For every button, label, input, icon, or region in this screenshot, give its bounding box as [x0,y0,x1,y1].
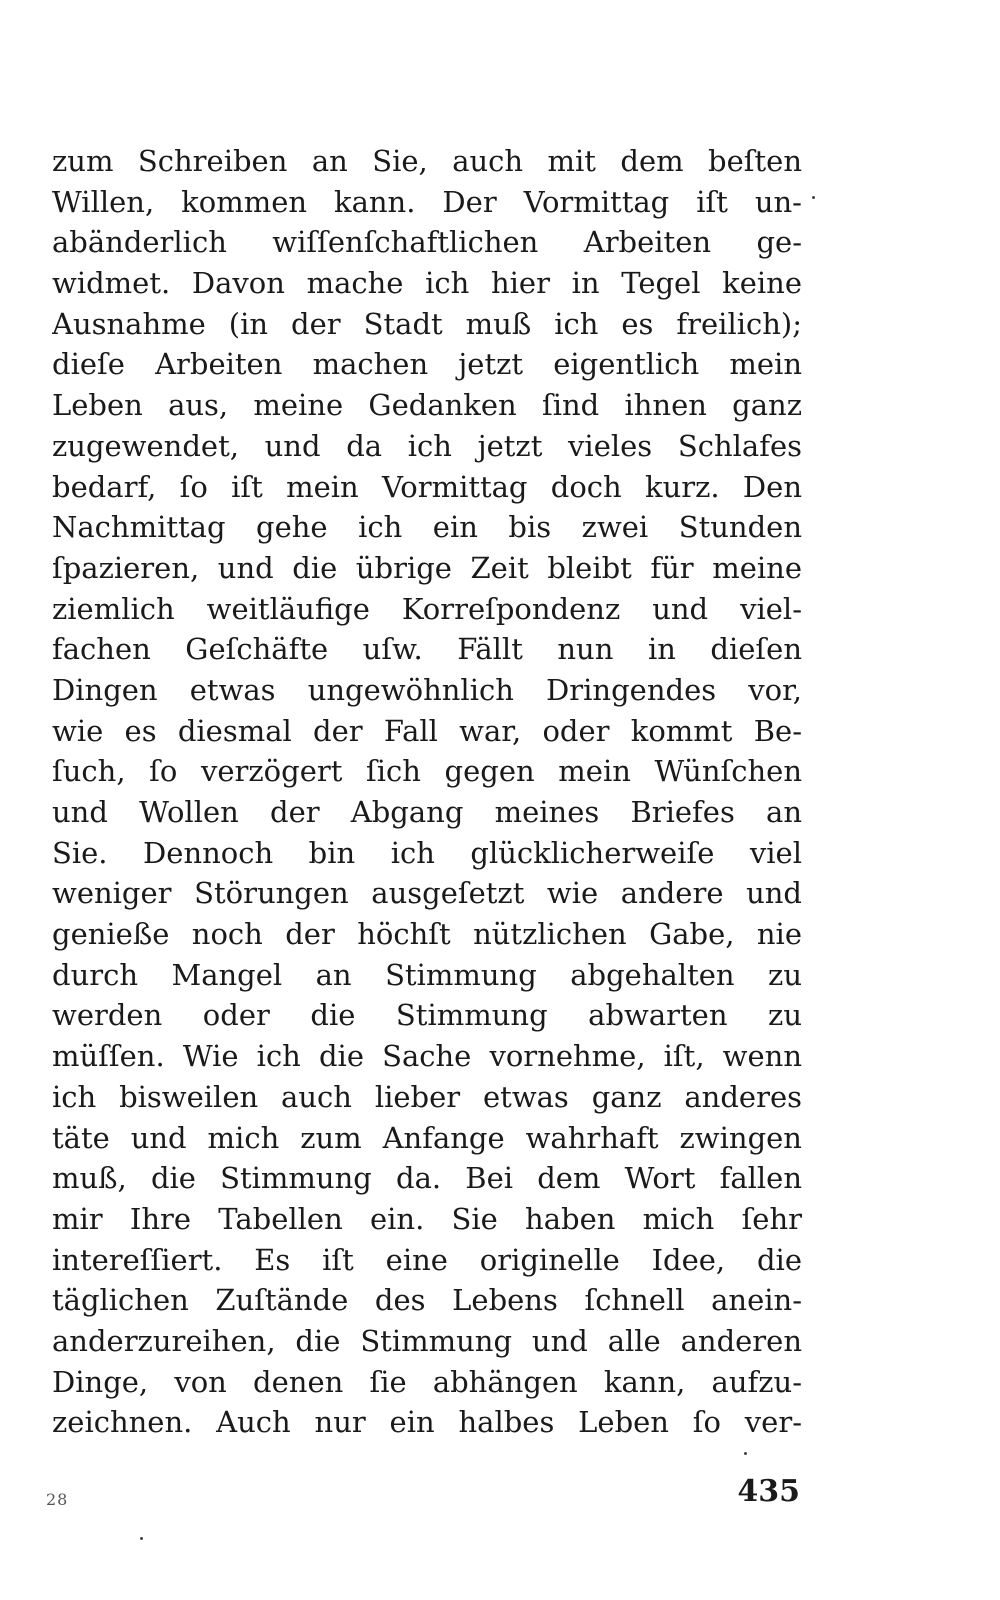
text-line: täte und mich zum Anfange wahrhaft zwingen [52,1120,802,1155]
body-text [52,141,802,1443]
text-line: Nachmittag gehe ich ein bis zwei Stunden [52,510,802,545]
text-line: Sie. Dennoch bin ich glücklicherweiſe viel [52,835,802,870]
text-line: ſuch, ſo verzögert ſich gegen mein Wünſchen [52,754,802,789]
text-line: ziemlich weitläufige Korreſpondenz und viel- [52,591,802,626]
text-line: mir Ihre Tabellen ein. Sie haben mich ſehr [52,1201,802,1236]
text-line: ſpazieren, und die übrige Zeit bleibt für meine [52,550,802,585]
text-line: Ausnahme (in der Stadt muß ich es freilich); [52,306,802,341]
text-line: muß, die Stimmung da. Bei dem Wort fallen [52,1161,802,1196]
text-line: genieße noch der höchſt nützlichen Gabe, nie [52,917,802,952]
text-line: Willen, kommen kann. Der Vormittag iſt un- [52,184,802,219]
text-line: müſſen. Wie ich die Sache vornehme, iſt, wenn [52,1039,802,1074]
text-line: fachen Geſchäfte uſw. Fällt nun in dieſen [52,632,802,667]
print-speck [744,1452,747,1455]
text-line: täglichen Zuſtände des Lebens ſchnell anein- [52,1283,802,1318]
print-speck [140,1537,143,1540]
text-line: dieſe Arbeiten machen jetzt eigentlich mein [52,347,802,382]
text-line: Dingen etwas ungewöhnlich Dringendes vor, [52,672,802,707]
text-line: Dinge, von denen ſie abhängen kann, aufzu- [52,1364,802,1399]
text-line: durch Mangel an Stimmung abgehalten zu [52,957,802,992]
page-number: 435 [737,1474,800,1509]
text-line: widmet. Davon mache ich hier in Tegel keine [52,266,802,301]
text-line: Leben aus, meine Gedanken ſind ihnen ganz [52,388,802,423]
text-line: abänderlich wiſſenſchaftlichen Arbeiten ge- [52,225,802,260]
text-line: zeichnen. Auch nur ein halbes Leben ſo ver- [52,1405,802,1440]
text-line: werden oder die Stimmung abwarten zu [52,998,802,1033]
text-line: ich bisweilen auch lieber etwas ganz anderes [52,1079,802,1114]
text-line: und Wollen der Abgang meines Briefes an [52,795,802,829]
print-speck [812,196,815,199]
text-line: anderzureihen, die Stimmung und alle anderen [52,1323,802,1358]
text-line: wie es diesmal der Fall war, oder kommt Be- [52,713,802,748]
text-line: intereſſiert. Es iſt eine originelle Idee, die [52,1242,802,1277]
text-line: bedarf, ſo iſt mein Vormittag doch kurz. Den [52,469,802,504]
text-line: zugewendet, und da ich jetzt vieles Schlafes [52,428,802,463]
signature-mark: 28 [46,1490,69,1509]
text-line: zum Schreiben an Sie, auch mit dem beſten [52,144,802,178]
text-line: weniger Störungen ausgeſetzt wie andere und [52,876,802,911]
